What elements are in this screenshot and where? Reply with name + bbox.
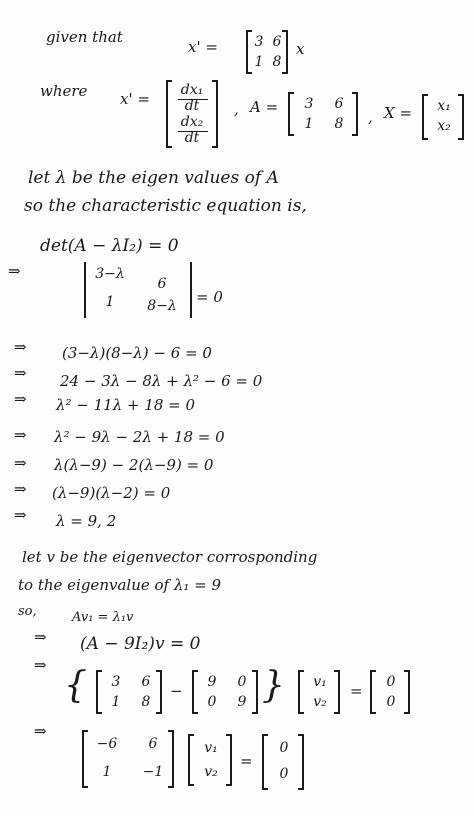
matrix-cell: 1 [102, 764, 112, 780]
let-lambda-line: let λ be the eigen values of A [28, 168, 279, 188]
matrix-cell: 1 [111, 694, 121, 710]
implies-arrow: ⇒ [34, 628, 47, 646]
matrix-cell: 9 [237, 694, 247, 710]
A-matrix-2 [96, 670, 162, 714]
implies-arrow: ⇒ [14, 454, 27, 472]
equals-sign: = [350, 682, 363, 700]
implies-arrow: ⇒ [34, 656, 47, 674]
implies-arrow: ⇒ [14, 364, 27, 382]
matrix-cell: 3 [111, 674, 121, 690]
where-xprime: x' = [120, 90, 150, 108]
fraction-denominator: dt [184, 130, 200, 146]
matrix-cell: 1 [304, 116, 314, 132]
det-rhs: = 0 [196, 288, 223, 306]
matrix-cell: x₁ [437, 98, 451, 114]
nine-identity-matrix [192, 670, 258, 714]
matrix-cell: −1 [142, 764, 164, 780]
matrix-cell: v₁ [204, 740, 218, 756]
fraction-numerator: dx₂ [180, 114, 204, 130]
step-4: λ² − 9λ − 2λ + 18 = 0 [54, 428, 225, 446]
equals-sign: = [240, 752, 253, 770]
matrix-cell: 0 [237, 674, 247, 690]
given-label: given that [46, 28, 123, 46]
matrix-cell: 0 [386, 694, 396, 710]
matrix-cell: 8−λ [147, 298, 177, 314]
comma: , [368, 108, 373, 126]
fraction-numerator: dx₁ [180, 82, 204, 98]
X-vector [422, 94, 464, 140]
implies-arrow: ⇒ [8, 262, 21, 280]
matrix-cell: 1 [254, 54, 264, 70]
matrix-cell: 6 [334, 96, 344, 112]
where-A: A = [250, 98, 279, 116]
difference-matrix [82, 730, 174, 788]
where-X: X = [384, 104, 413, 122]
where-label: where [40, 82, 88, 100]
v-vector [298, 670, 340, 714]
implies-arrow: ⇒ [14, 426, 27, 444]
right-brace: } [262, 665, 285, 706]
matrix-cell: 3 [254, 34, 264, 50]
given-x: x [296, 40, 305, 58]
step-3: λ² − 11λ + 18 = 0 [56, 396, 196, 414]
matrix-cell: −6 [96, 736, 118, 752]
matrix-cell: 6 [148, 736, 158, 752]
so-label: so, [18, 604, 37, 619]
given-xprime: x' = [188, 38, 218, 56]
determinant [84, 262, 192, 318]
matrix-cell: 1 [105, 294, 115, 310]
av-equation: Av₁ = λ₁v [72, 610, 134, 625]
matrix-cell: 8 [141, 694, 151, 710]
step-5: λ(λ−9) − 2(λ−9) = 0 [54, 456, 214, 474]
eigenvalue-line: to the eigenvalue of λ₁ = 9 [18, 576, 222, 594]
matrix-cell: v₂ [313, 694, 327, 710]
matrix-cell: v₁ [313, 674, 327, 690]
matrix-cell: v₂ [204, 764, 218, 780]
comma: , [234, 100, 239, 118]
matrix-cell: 8 [272, 54, 282, 70]
zero-vector [370, 670, 410, 714]
matrix-cell: 6 [272, 34, 282, 50]
left-brace: { [64, 665, 87, 706]
step-7: λ = 9, 2 [56, 512, 117, 530]
matrix-cell: 8 [334, 116, 344, 132]
minus-sign: − [170, 682, 183, 700]
matrix-cell: 6 [157, 276, 167, 292]
characteristic-line: so the characteristic equation is, [24, 196, 307, 216]
matrix-cell: 0 [279, 766, 289, 782]
xprime-matrix [166, 80, 218, 148]
implies-arrow: ⇒ [14, 390, 27, 408]
matrix-cell: 9 [207, 674, 217, 690]
A-matrix [288, 92, 358, 136]
matrix-cell: 3−λ [95, 266, 125, 282]
implies-arrow: ⇒ [34, 722, 47, 740]
step-1: (3−λ)(8−λ) − 6 = 0 [62, 344, 212, 362]
implies-arrow: ⇒ [14, 480, 27, 498]
matrix-cell: x₂ [437, 118, 451, 134]
let-v-line: let v be the eigenvector corrosponding [22, 548, 318, 566]
matrix-cell: 0 [207, 694, 217, 710]
implies-arrow: ⇒ [14, 338, 27, 356]
v-vector-2 [188, 734, 232, 786]
given-matrix [246, 30, 288, 74]
fraction-denominator: dt [184, 98, 200, 114]
zero-vector-2 [262, 734, 304, 790]
step-8: (A − 9I₂)v = 0 [80, 634, 201, 654]
matrix-cell: 0 [386, 674, 396, 690]
step-2: 24 − 3λ − 8λ + λ² − 6 = 0 [60, 372, 263, 390]
step-6: (λ−9)(λ−2) = 0 [52, 484, 171, 502]
matrix-cell: 6 [141, 674, 151, 690]
matrix-cell: 0 [279, 740, 289, 756]
implies-arrow: ⇒ [14, 506, 27, 524]
det-equation: det(A − λI₂) = 0 [40, 236, 179, 256]
matrix-cell: 3 [304, 96, 314, 112]
